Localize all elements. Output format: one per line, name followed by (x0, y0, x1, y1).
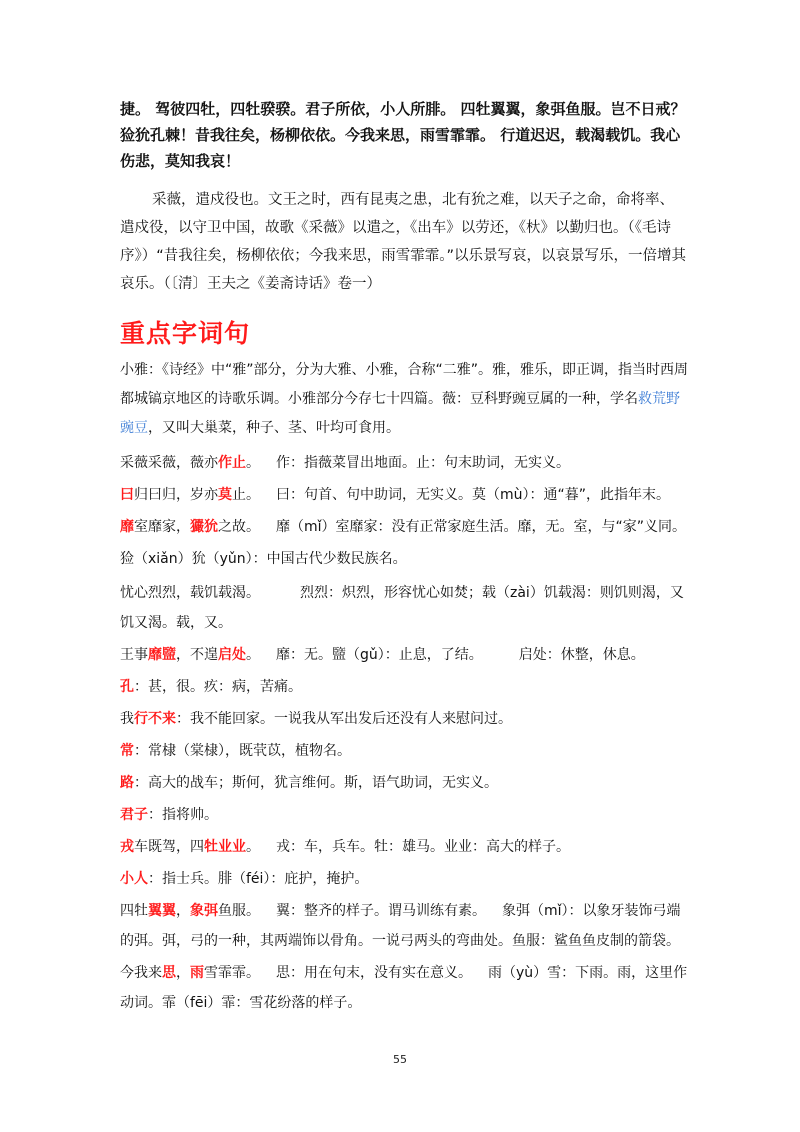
verse-text: ， (176, 965, 190, 981)
verse-text: ， (176, 903, 190, 919)
note-line-14 (120, 896, 688, 956)
note-line-10 (120, 770, 688, 797)
page-number: 55 (393, 1053, 407, 1066)
gloss-text: 曰：句首、句中助词，无实义。莫（mù）：通“暮”，此指年末。 (276, 487, 671, 503)
verse-text: 。 (246, 455, 260, 471)
note-line-4: 猃（xiǎn）狁（yǔn）：中国古代少数民族名。 (120, 551, 407, 567)
gloss-text: ：高大的战车；斯何，犹言维何。斯，语气助词，无实义。 (134, 775, 498, 791)
gloss-text: 思：用在句末，没有实在意义。 (276, 965, 472, 981)
note-line-6 (120, 642, 688, 669)
verse-text: 之故。 (218, 519, 260, 535)
gloss-text: 启处：休整，休息。 (518, 647, 645, 663)
gloss-text: 烈烈：炽烈，形容忧心如焚；载（zài）饥载渴：则饥则渴，又饥又渴。载，又。 (120, 585, 684, 631)
verse-text: 。 (246, 647, 260, 663)
key-word: 启处 (218, 647, 246, 663)
gloss-text: ：甚，很。疚：病，苦痛。 (134, 679, 302, 695)
gloss-text: ：常棣（棠棣），既茕苡，植物名。 (134, 743, 351, 759)
verse-text: 今我来 (120, 965, 162, 981)
gloss-text: ：我不能回家。一说我从军出发后还没有人来慰问过。 (176, 711, 512, 727)
verse-text: 四牡 (120, 903, 148, 919)
note-line-8 (120, 706, 688, 733)
verse-text: 止。 (232, 487, 260, 503)
key-word: 常 (120, 743, 134, 759)
poem-text: 捷。 驾彼四牡，四牡骙骙。君子所依，小人所腓。 四牡翼翼，象弭鱼服。岂不日戒？猃狁孔棘！昔我往矣，杨柳依依。今我来思，雨雪霏霏。 行道迟迟，载渴载饥。我心伤悲，莫知我哀！ (120, 100, 686, 170)
note-line-3 (120, 514, 688, 541)
note-line-1 (120, 450, 688, 477)
key-word: 思 (162, 965, 176, 981)
gloss-text: 象弭（mǐ）：以象牙装饰弓端的弭。弭，弓的一种，其两端饰以骨角。一说弓两头的弯曲处。鱼服：鲨鱼鱼皮制的箭袋。 (120, 903, 681, 949)
note-line-7 (120, 674, 688, 701)
verse-text: 车既驾，四 (134, 839, 204, 855)
verse-text: 王事 (120, 647, 148, 663)
note-text: 小雅：《诗经》中“雅”部分，分为大雅、小雅，合称“二雅”。雅，雅乐，即正调，指当时西周都城镐京地区的诗歌乐调。小雅部分今存七十四篇。薇：豆科野豌豆属的一种，学名 (120, 362, 689, 407)
key-word: 作止 (218, 455, 246, 471)
gloss-text: ：指士兵。腓（féi）：庇护，掩护。 (148, 871, 369, 887)
key-word: 行不来 (134, 711, 176, 727)
verse-text: 忧心烈烈，载饥载渴。 (120, 585, 260, 601)
verse-text: ，不遑 (176, 647, 218, 663)
gloss-text: 靡：无。盬（gǔ）：止息，了结。 (276, 647, 483, 663)
verse-text: 鱼服。 (218, 903, 260, 919)
key-word: 玁狁 (190, 519, 218, 535)
note-line-13 (120, 866, 688, 893)
note-xiaoya (120, 356, 688, 443)
key-word: 孔 (120, 679, 134, 695)
key-word: 靡盬 (148, 647, 176, 663)
note-line-12 (120, 834, 688, 861)
commentary-paragraph: 采薇，遣戍役也。文王之时，西有昆夷之患，北有狁之难，以天子之命，命将率、遣戍役，以守卫中国，故歌《采薇》以遣之，《出车》以劳还，《杕》以勤归也。（《毛诗序》）“昔我往矣，杨柳依依；今我来思，雨雪霏霏。”以乐景写哀，以哀景写乐，一倍增其哀乐。（〔清〕王夫之《姜斋诗话》卷一） (120, 192, 687, 292)
key-word: 牡业业 (204, 839, 246, 855)
section-heading: 重点字词句 (120, 319, 251, 348)
note-line-9 (120, 738, 688, 765)
gloss-text: 作：指薇菜冒出地面。止：句末助词，无实义。 (276, 455, 570, 471)
gloss-text: 戎：车，兵车。牡：雄马。业业：高大的样子。 (276, 839, 570, 855)
key-word: 路 (120, 775, 134, 791)
key-word: 莫 (218, 487, 232, 503)
note-text: ，又叫大巢菜，种子、茎、叶均可食用。 (148, 420, 400, 436)
key-word: 靡 (120, 519, 134, 535)
key-word: 曰 (120, 487, 134, 503)
note-line-15 (120, 958, 688, 1018)
key-word: 雨 (190, 965, 204, 981)
verse-text: 采薇采薇，薇亦 (120, 455, 218, 471)
verse-text: 。 (246, 839, 260, 855)
verse-text: 我 (120, 711, 134, 727)
commentary (120, 186, 688, 298)
verse-text: 归曰归，岁亦 (134, 487, 218, 503)
key-word: 君子 (120, 807, 148, 823)
gloss-text: 靡（mǐ）室靡家：没有正常家庭生活。靡，无。室，与“家”义同。 (276, 519, 687, 535)
key-word: 翼翼 (148, 903, 176, 919)
key-word: 小人 (120, 871, 148, 887)
key-word: 戎 (120, 839, 134, 855)
gloss-text: ：指将帅。 (148, 807, 218, 823)
gloss-text: 翼：整齐的样子。谓马训练有素。 (276, 903, 486, 919)
gloss-text: 雨（yù）雪：下雨。雨，这里作动词。霏（fēi）霏：雪花纷落的样子。 (120, 965, 688, 1011)
note-line-2 (120, 482, 688, 509)
note-line-5 (120, 578, 688, 638)
verse-text: 室靡家， (134, 519, 190, 535)
plant-name-link[interactable]: 救荒野豌豆 (120, 391, 680, 436)
key-word: 象弭 (190, 903, 218, 919)
note-line-11 (120, 802, 688, 829)
verse-text: 雪霏霏。 (204, 965, 260, 981)
